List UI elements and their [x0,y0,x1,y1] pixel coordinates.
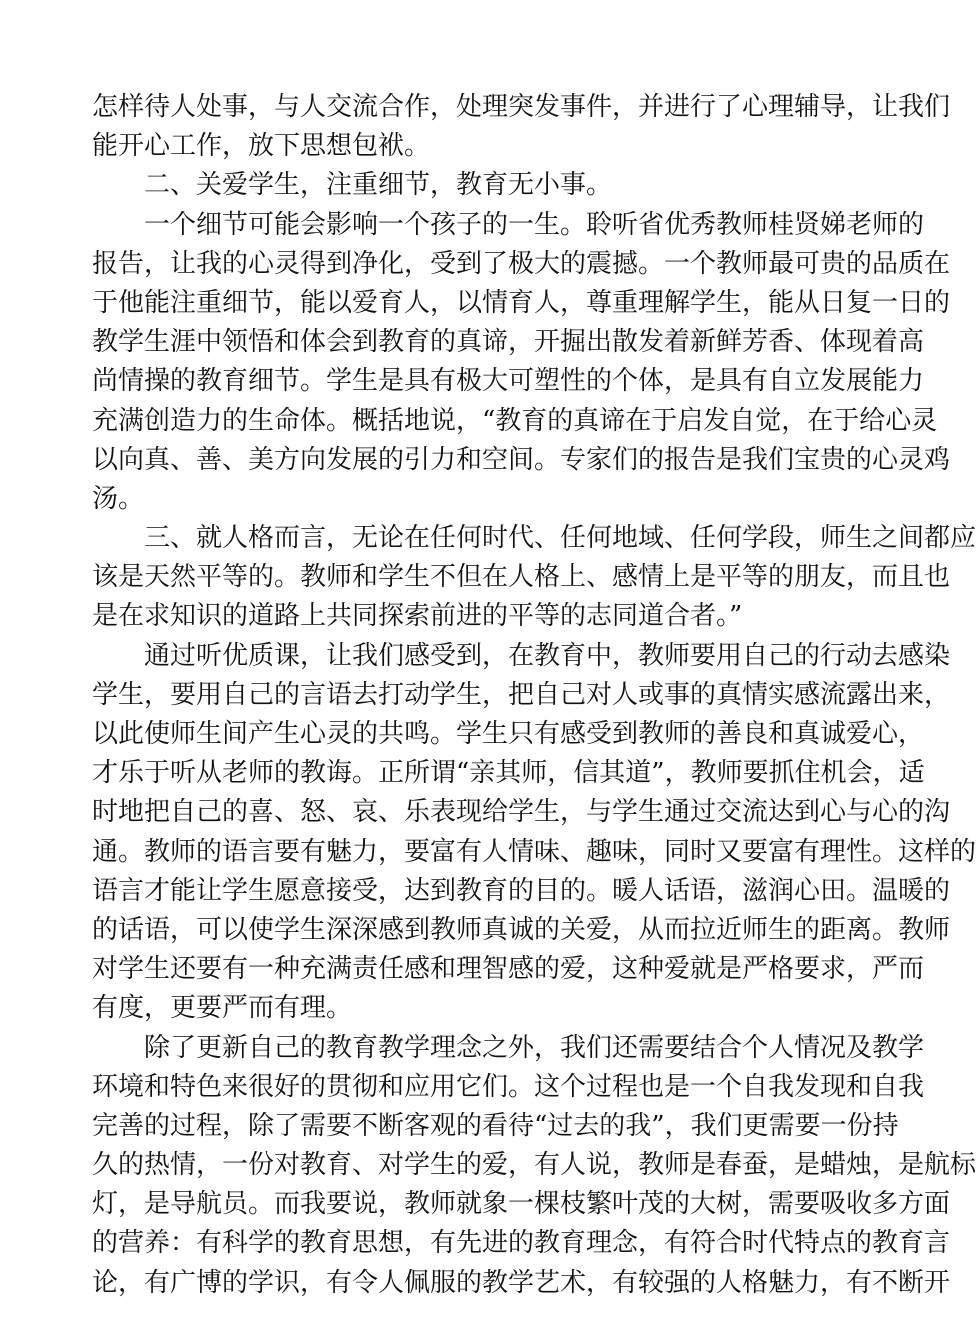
text-line: 三、就人格而言，无论在任何时代、任何地域、任何学段，师生之间都应 [92,523,976,554]
text-line: 的话语，可以使学生深深感到教师真诚的关爱，从而拉近师生的距离。教师 [92,914,951,945]
text-line: 该是天然平等的。教师和学生不但在人格上、感情上是平等的朋友，而且也 [92,562,951,593]
text-line: 除了更新自己的教育教学理念之外，我们还需要结合个人情况及教学 [92,1032,925,1063]
text-line: 充满创造力的生命体。概括地说，“教育的真谛在于启发自觉，在于给心灵 [92,405,938,436]
text-line: 汤。 [92,483,145,514]
text-line: 一个细节可能会影响一个孩子的一生。聆听省优秀教师桂贤娣老师的 [92,209,925,240]
text-line: 二、关爱学生，注重细节，教育无小事。 [92,170,613,201]
text-line: 语言才能让学生愿意接受，达到教育的目的。暖人话语，滋润心田。温暖的 [92,875,951,906]
text-line: 通过听优质课，让我们感受到，在教育中，教师要用自己的行动去感染 [92,640,951,671]
text-line: 教学生涯中领悟和体会到教育的真谛，开掘出散发着新鲜芳香、体现着高 [92,327,925,358]
text-line: 论，有广博的学识，有令人佩服的教学艺术，有较强的人格魅力，有不断开 [92,1267,951,1298]
text-line: 以向真、善、美方向发展的引力和空间。专家们的报告是我们宝贵的心灵鸡 [92,444,951,475]
text-line: 是在求知识的道路上共同探索前进的平等的志同道合者。” [92,601,743,632]
text-line: 能开心工作，放下思想包袱。 [92,131,431,162]
text-line: 怎样待人处事，与人交流合作，处理突发事件，并进行了心理辅导，让我们 [92,92,951,122]
text-line: 灯，是导航员。而我要说，教师就象一棵枝繁叶茂的大树，需要吸收多方面 [92,1189,951,1220]
text-line: 完善的过程，除了需要不断客观的看待“过去的我”，我们更需要一份持 [92,1110,899,1141]
text-line: 久的热情，一份对教育、对学生的爱，有人说，教师是春蚕，是蜡烛，是航标 [92,1150,976,1181]
text-line: 报告，让我的心灵得到净化，受到了极大的震撼。一个教师最可贵的品质在 [92,248,951,279]
document-body [92,88,976,1303]
text-line: 于他能注重细节，能以爱育人，以情育人，尊重理解学生，能从日复一日的 [92,287,951,318]
text-line: 尚情操的教育细节。学生是具有极大可塑性的个体，是具有自立发展能力 [92,366,925,397]
text-line: 才乐于听从老师的教诲。正所谓“亲其师，信其道”，教师要抓住机会，适 [92,758,925,789]
text-line: 环境和特色来很好的贯彻和应用它们。这个过程也是一个自我发现和自我 [92,1071,925,1102]
text-line: 通。教师的语言要有魅力，要富有人情味、趣味，同时又要富有理性。这样的 [92,836,976,867]
text-line: 有度，更要严而有理。 [92,993,353,1024]
text-line: 时地把自己的喜、怒、哀、乐表现给学生，与学生通过交流达到心与心的沟 [92,797,951,828]
text-line: 对学生还要有一种充满责任感和理智感的爱，这种爱就是严格要求，严而 [92,954,925,985]
text-line: 学生，要用自己的言语去打动学生，把自己对人或事的真情实感流露出来， [92,679,951,710]
text-line: 的营养：有科学的教育思想，有先进的教育理念，有符合时代特点的教育言 [92,1228,951,1259]
text-line: 以此使师生间产生心灵的共鸣。学生只有感受到教师的善良和真诚爱心， [92,719,925,749]
